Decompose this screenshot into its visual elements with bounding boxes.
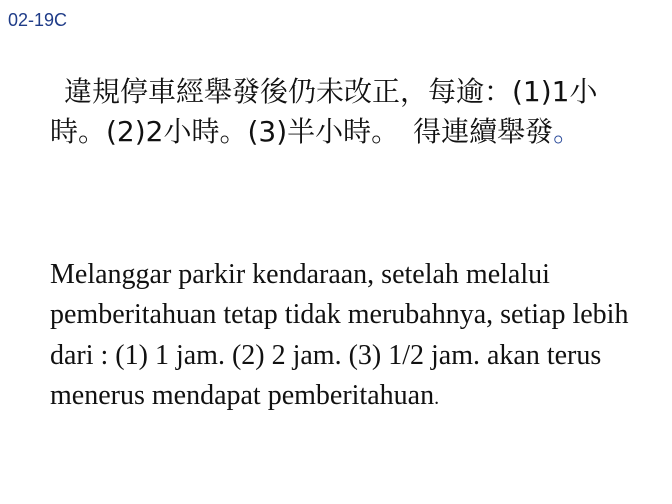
- chinese-paragraph: [50, 72, 650, 152]
- slide-code-label: 02-19C: [8, 10, 68, 30]
- chinese-end-punctuation: 。: [553, 114, 582, 148]
- indonesian-paragraph: [50, 255, 650, 416]
- chinese-text-block: [50, 72, 650, 152]
- indonesian-paragraph-text: Melanggar parkir kendaraan, setelah melalui pemberitahuan tetap tidak merubahnya, setiap lebih dari : (1) 1 jam. (2) 2 jam. (3) 1/2 jam. akan terus menerus mendapat pemberitahuan: [50, 259, 629, 411]
- indonesian-end-punctuation: .: [434, 386, 440, 409]
- chinese-paragraph-text: 違規停車經舉發後仍未改正，每逾：(1)1小時。(2)2小時。(3)半小時。 得連續舉發: [50, 75, 598, 148]
